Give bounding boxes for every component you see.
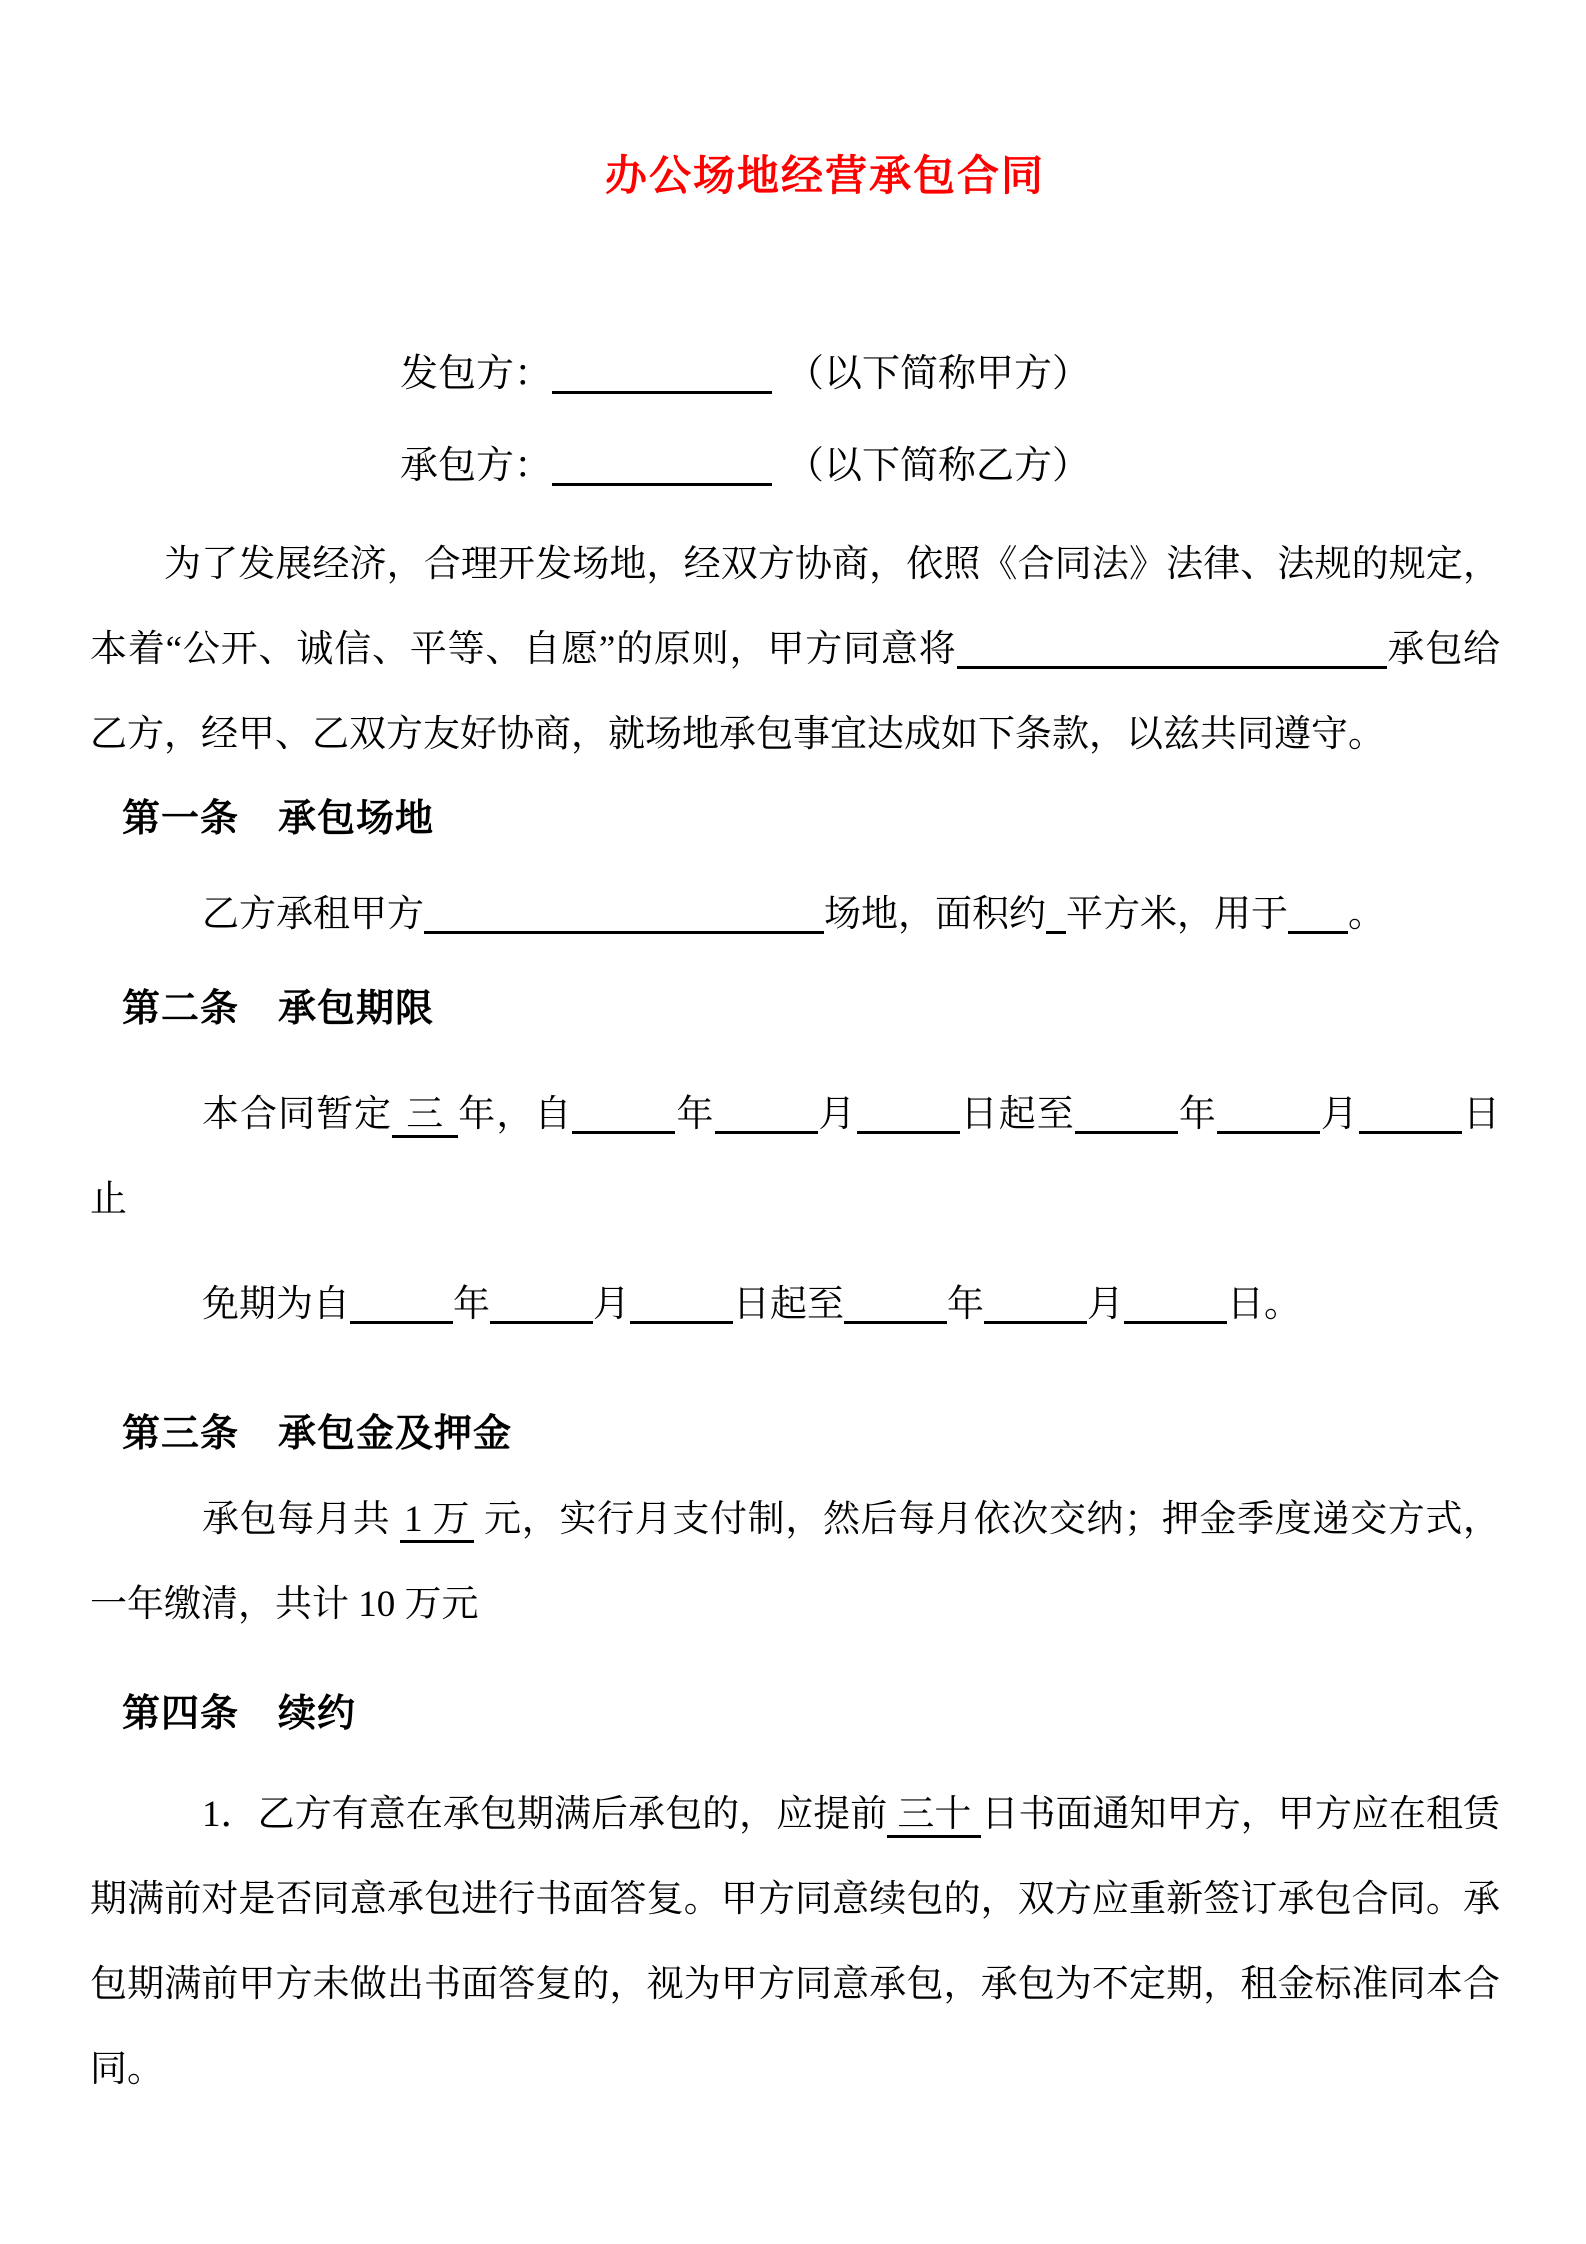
- article2-line1-seg2: 年: [675, 1094, 715, 1135]
- start-year-blank-line: [572, 1091, 675, 1134]
- article2-heading: 第二条 承包期限: [122, 988, 435, 1030]
- intro-paragraph: [90, 522, 1500, 777]
- contract-site-blank-line: [957, 626, 1387, 669]
- party-a-note: （以下简称甲方）: [786, 353, 1091, 395]
- start-month-blank-line: [715, 1091, 818, 1134]
- party-a-label: 发包方：: [400, 353, 553, 395]
- article2-line2-seg3: 日起至: [733, 1284, 844, 1325]
- end-year-blank-line: [1075, 1091, 1178, 1134]
- monthly-fee-underlined-value: 1 万: [400, 1499, 474, 1543]
- party-a-blank-line: [552, 351, 772, 394]
- free-end-month-blank-line: [984, 1281, 1087, 1324]
- end-month-blank-line: [1217, 1091, 1320, 1134]
- article2-line2-seg6: 日。: [1227, 1284, 1301, 1325]
- document-title: 办公场地经营承包合同: [604, 154, 1045, 200]
- article2-line1-seg4: 日起至: [959, 1094, 1075, 1135]
- free-start-year-blank-line: [350, 1281, 453, 1324]
- article3-seg0: 承包每月共: [202, 1499, 401, 1540]
- article2-line2-seg4: 年: [947, 1284, 984, 1325]
- party-b-line: [400, 420, 1500, 512]
- free-end-day-blank-line: [1124, 1281, 1227, 1324]
- party-b-note: （以下简称乙方）: [786, 445, 1091, 487]
- notice-days-underlined-value: 三十: [887, 1794, 981, 1838]
- article2-line1-seg5: 年: [1177, 1094, 1217, 1135]
- party-b-blank-line: [552, 443, 772, 486]
- article4-paragraph: [90, 1772, 1500, 2112]
- article2-line2-seg5: 月: [1087, 1284, 1124, 1325]
- article2-term-paragraph: [90, 1072, 1500, 1242]
- article1-seg3: 。: [1348, 894, 1385, 935]
- free-start-month-blank-line: [490, 1281, 593, 1324]
- site-name-blank-line: [424, 891, 824, 934]
- party-b-label: 承包方：: [400, 445, 553, 487]
- article2-line1-seg7: 日止: [90, 1094, 1501, 1220]
- free-start-day-blank-line: [630, 1281, 733, 1324]
- article3-heading: 第三条 承包金及押金: [122, 1413, 513, 1455]
- article1-seg0: 乙方承租甲方: [202, 894, 424, 935]
- intro-text-after-blank: 承包给乙方，经甲、乙双方友好协商，就场地承包事宜达成如下条款，以兹共同遵守。: [90, 629, 1501, 755]
- term-years-underlined-value: 三: [392, 1094, 458, 1138]
- intro-text-before-blank: 为了发展经济，合理开发场地，经双方协商，依照《合同法》法律、法规的规定，本着“公开、诚信、平等、自愿”的原则，甲方同意将: [90, 544, 1500, 670]
- article3-seg1: 元，实行月支付制，然后每月依次交纳；押金季度递交方式，一年缴清，共计 10 万元: [90, 1499, 1501, 1625]
- article1-seg2: 平方米，用于: [1066, 894, 1288, 935]
- article4-seg1: 日书面通知甲方，甲方应在租赁期满前对是否同意承包进行书面答复。甲方同意续包的，双方应重新签订承包合同。承包期满前甲方未做出书面答复的，视为甲方同意承包，承包为不定期，租金标准同本合同。: [90, 1794, 1501, 2090]
- end-day-blank-line: [1359, 1091, 1462, 1134]
- article2-line2-seg0: 免期为自: [202, 1284, 350, 1325]
- article2-freeperiod-paragraph: [90, 1262, 1500, 1347]
- party-a-line: [400, 328, 1500, 420]
- article4-heading: 第四条 续约: [122, 1693, 357, 1735]
- usage-blank-line: [1288, 891, 1348, 934]
- article3-paragraph: [90, 1477, 1500, 1647]
- article2-line2-seg1: 年: [453, 1284, 490, 1325]
- free-end-year-blank-line: [844, 1281, 947, 1324]
- article1-paragraph: [90, 872, 1500, 957]
- article2-line1-seg6: 月: [1319, 1094, 1359, 1135]
- article2-line1-seg3: 月: [817, 1094, 857, 1135]
- article2-line1-seg0: 本合同暂定: [202, 1094, 393, 1135]
- area-blank-line: [1046, 891, 1066, 934]
- article1-heading: 第一条 承包场地: [122, 798, 435, 840]
- parties-section: [90, 328, 1500, 512]
- article2-line2-seg2: 月: [593, 1284, 630, 1325]
- start-day-blank-line: [857, 1091, 960, 1134]
- article2-line1-seg1: 年，自: [458, 1094, 573, 1135]
- article1-seg1: 场地，面积约: [824, 894, 1046, 935]
- article4-seg0: 1．乙方有意在承包期满后承包的，应提前: [202, 1794, 888, 1835]
